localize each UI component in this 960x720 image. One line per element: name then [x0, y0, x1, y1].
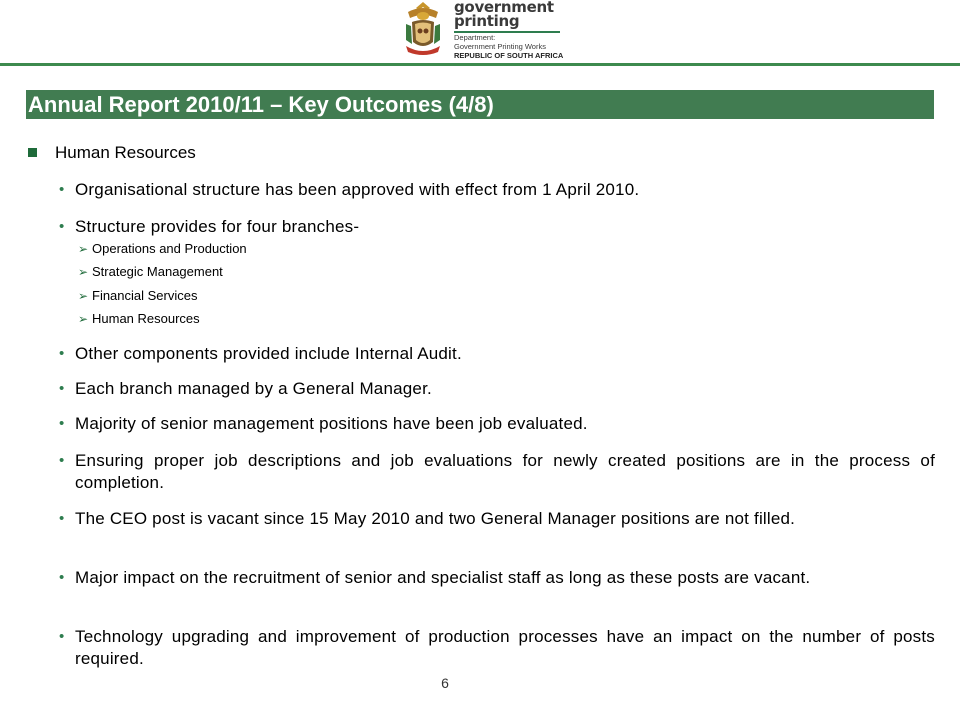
arrow-bullet-icon: ➢: [78, 242, 89, 256]
bullet-item: [59, 216, 935, 238]
bullet-text: Majority of senior management positions have been job evaluated.: [75, 414, 588, 433]
bullet-item: [59, 179, 935, 201]
arrow-bullet-icon: ➢: [78, 265, 89, 279]
branch-text: Financial Services: [92, 288, 198, 303]
bullet-text: The CEO post is vacant since 15 May 2010 and two General Manager positions are not filled.: [75, 509, 796, 528]
department-name: Government Printing Works: [454, 42, 546, 51]
department-label: Department:: [454, 33, 496, 42]
arrow-bullet-icon: ➢: [78, 312, 89, 326]
bullet-dot-icon: •: [59, 380, 65, 397]
bullet-dot-icon: •: [59, 218, 65, 235]
bullet-item: [59, 450, 935, 494]
bullet-text: Other components provided include Internal Audit.: [75, 344, 462, 363]
bullet-dot-icon: •: [59, 569, 65, 586]
bullet-text: Major impact on the recruitment of senior and specialist staff as long as these posts are vacant.: [75, 568, 811, 587]
bullet-dot-icon: •: [59, 181, 65, 198]
bullet-item: [59, 378, 935, 400]
branch-text: Human Resources: [92, 311, 200, 326]
country-name: REPUBLIC OF SOUTH AFRICA: [454, 51, 564, 60]
bullet-item: [59, 567, 935, 589]
brand-line-2: printing: [454, 12, 520, 30]
bullet-dot-icon: •: [59, 415, 65, 432]
bullet-text: Technology upgrading and improvement of production processes have an impact on the number of posts required.: [75, 627, 935, 668]
bullet-item: [59, 626, 935, 670]
square-bullet-icon: [28, 148, 37, 157]
bullet-text: Organisational structure has been approved with effect from 1 April 2010.: [75, 180, 640, 199]
bullet-dot-icon: •: [59, 452, 65, 469]
section-heading: Human Resources: [55, 143, 196, 162]
bullet-dot-icon: •: [59, 510, 65, 527]
bullet-item: [59, 413, 935, 435]
slide-title: Annual Report 2010/11 – Key Outcomes (4/8): [28, 92, 494, 117]
bullet-text: Structure provides for four branches-: [75, 217, 360, 236]
bullet-dot-icon: •: [59, 628, 65, 645]
bullet-text: Each branch managed by a General Manager.: [75, 379, 432, 398]
bullet-text: Ensuring proper job descriptions and job evaluations for newly created positions are in the process of completion.: [75, 451, 935, 492]
branch-text: Operations and Production: [92, 241, 247, 256]
bullet-item: [59, 343, 935, 365]
branch-text: Strategic Management: [92, 264, 223, 279]
bullet-dot-icon: •: [59, 345, 65, 362]
arrow-bullet-icon: ➢: [78, 289, 89, 303]
bullet-item: [59, 508, 935, 530]
brand-line-1: government: [454, 0, 554, 16]
page-number: 6: [441, 675, 449, 691]
